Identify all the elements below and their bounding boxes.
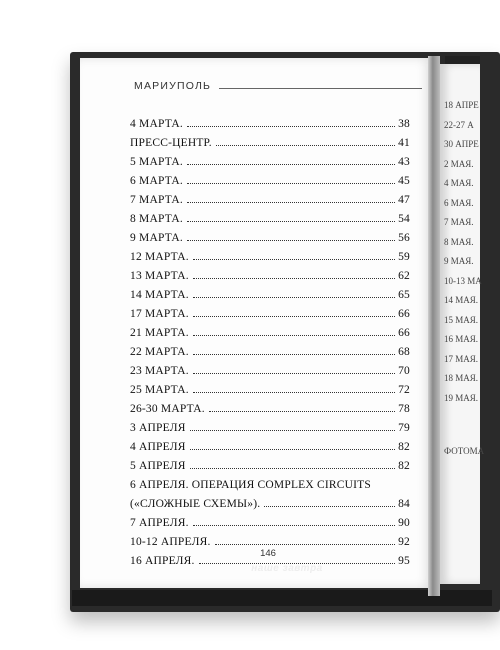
- toc-leader-dots: [190, 448, 396, 450]
- toc-leader-dots: [187, 125, 395, 127]
- right-page-entry: 4 МАЯ.: [444, 178, 474, 188]
- toc-entry: [130, 187, 410, 206]
- right-page-entry: 18 МАЯ.: [444, 373, 479, 383]
- toc-leader-dots: [215, 543, 396, 545]
- toc-entry-title: 23 МАРТА.: [130, 365, 189, 377]
- toc-entry: [130, 434, 410, 453]
- toc-entry-title: 9 МАРТА.: [130, 232, 183, 244]
- toc-entry-page: 65: [398, 289, 410, 301]
- toc-entry: [130, 130, 410, 149]
- right-page-entry: 8 МАЯ.: [444, 236, 474, 247]
- right-page: [440, 64, 485, 584]
- toc-entry: [130, 149, 410, 168]
- toc-leader-dots: [264, 505, 395, 507]
- toc-entry-page: 92: [398, 536, 410, 548]
- toc-leader-dots: [193, 524, 395, 526]
- toc-leader-dots: [187, 239, 395, 241]
- toc-leader-dots: [216, 144, 395, 146]
- toc-entry-page: 59: [398, 251, 410, 263]
- toc-entry-title: 7 МАРТА.: [130, 194, 183, 206]
- toc-entry: [130, 263, 410, 282]
- toc-entry: [130, 339, 410, 358]
- toc-entry: [130, 111, 410, 130]
- toc-entry-page: 45: [398, 175, 410, 187]
- toc-entry: [130, 282, 410, 301]
- toc-entry: [130, 168, 410, 187]
- toc-entry: [130, 491, 410, 510]
- running-head-title: МАРИУПОЛЬ: [134, 80, 212, 92]
- toc-entry-title: 13 МАРТА.: [130, 270, 189, 282]
- toc-entry: [130, 206, 410, 225]
- running-head-rule: [219, 87, 422, 89]
- toc-entry-title: 4 МАРТА.: [130, 118, 183, 130]
- toc-entry-page: 82: [398, 460, 410, 472]
- right-page-entry: 14 МАЯ.: [444, 295, 479, 305]
- toc-entry-title: 26-30 МАРТА.: [130, 403, 205, 415]
- toc-entry-title: 4 АПРЕЛЯ: [130, 441, 186, 453]
- toc-leader-dots: [193, 315, 395, 317]
- toc-entry-title: 8 МАРТА.: [130, 213, 183, 225]
- book-spine: [428, 56, 440, 596]
- toc-entry-page: 56: [398, 232, 410, 244]
- toc-entry-title: ПРЕСС-ЦЕНТР.: [130, 137, 212, 149]
- table-of-contents: [130, 111, 410, 567]
- toc-entry-page: 47: [398, 194, 410, 206]
- right-page-entry: 7 МАЯ.: [444, 217, 474, 227]
- toc-entry-page: 84: [398, 498, 410, 510]
- right-page-entry: 19 МАЯ.: [444, 392, 479, 403]
- toc-entry-title: 6 МАРТА.: [130, 175, 183, 187]
- toc-entry-title: 16 АПРЕЛЯ.: [130, 555, 195, 567]
- right-page-entry: 2 МАЯ.: [444, 158, 474, 169]
- toc-entry: [130, 396, 410, 415]
- toc-entry: [130, 244, 410, 263]
- right-page-entry: 16 МАЯ.: [444, 334, 479, 344]
- toc-entry: [130, 415, 410, 434]
- toc-entry: [130, 377, 410, 396]
- toc-leader-dots: [193, 258, 395, 260]
- right-page-entry: ФОТОМА: [444, 445, 485, 456]
- right-page-entry: 17 МАЯ.: [444, 353, 479, 364]
- right-page-entry: 18 АПРЕ: [444, 100, 479, 110]
- toc-entry-page: 70: [398, 365, 410, 377]
- toc-entry-title: 6 АПРЕЛЯ. ОПЕРАЦИЯ COMPLEX CIRCUITS: [130, 479, 371, 491]
- toc-entry: [130, 320, 410, 339]
- toc-entry-title: 21 МАРТА.: [130, 327, 189, 339]
- toc-entry-page: 72: [398, 384, 410, 396]
- toc-leader-dots: [193, 391, 395, 393]
- toc-entry-title: 10-12 АПРЕЛЯ.: [130, 536, 211, 548]
- right-page-entry: 6 МАЯ.: [444, 197, 474, 208]
- page-number: 146: [260, 548, 276, 559]
- toc-leader-dots: [187, 201, 395, 203]
- toc-entry-title: 14 МАРТА.: [130, 289, 189, 301]
- toc-entry-title: 12 МАРТА.: [130, 251, 189, 263]
- right-page-entry: 30 АПРЕ: [444, 139, 479, 149]
- toc-entry: [130, 529, 410, 548]
- toc-entry-title: 5 АПРЕЛЯ: [130, 460, 186, 472]
- toc-leader-dots: [187, 182, 395, 184]
- toc-entry-page: 66: [398, 327, 410, 339]
- toc-entry-title: 7 АПРЕЛЯ.: [130, 517, 189, 529]
- toc-entry: [130, 358, 410, 377]
- right-page-entry: 10-13 МА: [444, 275, 482, 286]
- right-page-entry: 22-27 А: [444, 119, 474, 130]
- toc-leader-dots: [190, 429, 396, 431]
- toc-leader-dots: [193, 296, 395, 298]
- toc-entry-page: 78: [398, 403, 410, 415]
- right-page-entry: 9 МАЯ.: [444, 256, 474, 266]
- toc-entry-page: 90: [398, 517, 410, 529]
- toc-entry-title: 22 МАРТА.: [130, 346, 189, 358]
- running-head: [134, 80, 422, 92]
- toc-entry-page: 82: [398, 441, 410, 453]
- toc-entry-page: 41: [398, 137, 410, 149]
- toc-entry-title: («СЛОЖНЫЕ СХЕМЫ»).: [130, 498, 261, 510]
- toc-entry: [130, 301, 410, 320]
- toc-entry-page: 62: [398, 270, 410, 282]
- toc-entry-page: 43: [398, 156, 410, 168]
- toc-entry-page: 68: [398, 346, 410, 358]
- toc-leader-dots: [193, 353, 395, 355]
- toc-entry: [130, 472, 410, 491]
- toc-leader-dots: [193, 372, 395, 374]
- toc-entry-title: 25 МАРТА.: [130, 384, 189, 396]
- toc-entry-title: 17 МАРТА.: [130, 308, 189, 320]
- toc-entry-page: 38: [398, 118, 410, 130]
- toc-entry-page: 66: [398, 308, 410, 320]
- toc-entry-page: 79: [398, 422, 410, 434]
- publisher-logo: наше завтра: [251, 563, 323, 574]
- toc-entry-page: 54: [398, 213, 410, 225]
- toc-entry: [130, 225, 410, 244]
- right-page-entry: 15 МАЯ.: [444, 314, 479, 325]
- toc-leader-dots: [187, 163, 395, 165]
- toc-entry-title: 5 МАРТА.: [130, 156, 183, 168]
- toc-entry: [130, 510, 410, 529]
- toc-leader-dots: [187, 220, 395, 222]
- toc-entry-title: 3 АПРЕЛЯ: [130, 422, 186, 434]
- toc-leader-dots: [193, 277, 395, 279]
- toc-leader-dots: [193, 334, 395, 336]
- toc-entry: [130, 453, 410, 472]
- toc-entry-page: 95: [398, 555, 410, 567]
- toc-leader-dots: [209, 410, 395, 412]
- toc-leader-dots: [190, 467, 396, 469]
